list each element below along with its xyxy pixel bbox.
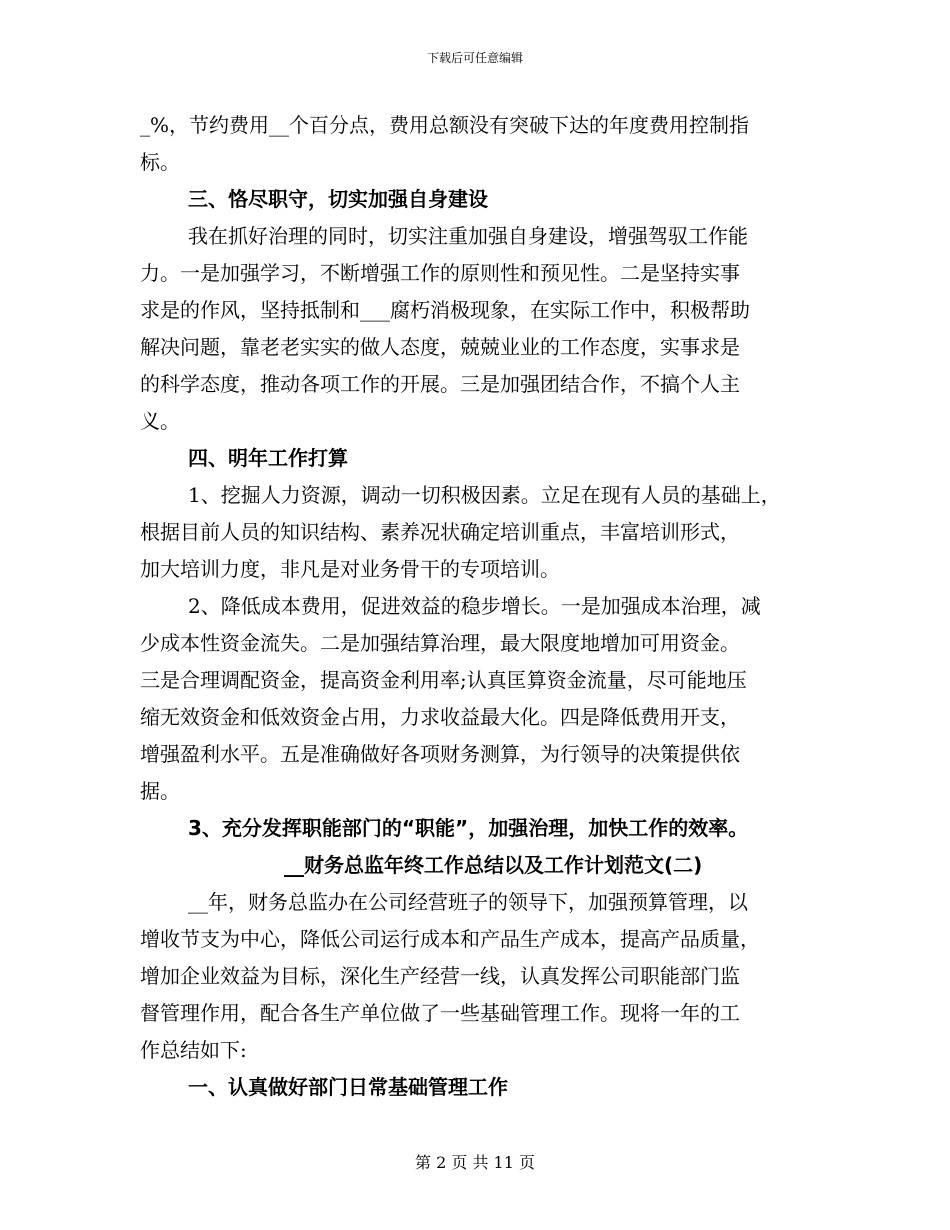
body-line: 增加企业效益为目标，深化生产经营一线，认真发挥公司职能部门监 [140, 964, 740, 988]
page-footer: 第 2 页 共 11 页 [415, 1153, 535, 1172]
body-line: _%，节约费用__个百分点，费用总额没有突破下达的年度费用控制指 [140, 113, 750, 137]
body-line: 增收节支为中心，降低公司运行成本和产品生产成本，提高产品质量， [140, 927, 760, 951]
body-line: 加大培训力度，非凡是对业务骨干的专项培训。 [140, 557, 560, 581]
body-line: 三是合理调配资金，提高资金利用率;认真匡算资金流量，尽可能地压 [140, 668, 747, 692]
document-title: __财务总监年终工作总结以及工作计划范文(二) [284, 853, 703, 877]
body-line: 少成本性资金流失。二是加强结算治理，最大限度地增加可用资金。 [140, 631, 740, 655]
body-line: 作总结如下: [140, 1038, 247, 1062]
section-heading: 三、恪尽职守，切实加强自身建设 [188, 187, 488, 211]
body-line: 根据目前人员的知识结构、素养况状确定培训重点，丰富培训形式， [140, 520, 740, 544]
body-line: 义。 [140, 409, 180, 433]
section-heading: 一、认真做好部门日常基础管理工作 [188, 1075, 508, 1099]
body-line: 我在抓好治理的同时，切实注重加强自身建设，增强驾驭工作能 [188, 224, 748, 248]
body-line: 解决问题，靠老老实实的做人态度，兢兢业业的工作态度，实事求是 [140, 335, 740, 359]
body-line: 督管理作用，配合各生产单位做了一些基础管理工作。现将一年的工 [140, 1001, 740, 1025]
body-line: 力。一是加强学习，不断增强工作的原则性和预见性。二是坚持实事 [140, 261, 740, 285]
body-line: 增强盈利水平。五是准确做好各项财务测算，为行领导的决策提供依 [140, 742, 740, 766]
section-heading: 3、充分发挥职能部门的“职能”，加强治理，加快工作的效率。 [188, 816, 749, 840]
body-line: 的科学态度，推动各项工作的开展。三是加强团结合作，不搞个人主 [140, 372, 740, 396]
body-line: 缩无效资金和低效资金占用，力求收益最大化。四是降低费用开支， [140, 705, 740, 729]
body-line: 据。 [140, 779, 180, 803]
body-line: 2、降低成本费用，促进效益的稳步增长。一是加强成本治理，减 [188, 594, 761, 618]
body-line: 标。 [140, 150, 180, 174]
page-header: 下载后可任意编辑 [426, 51, 523, 65]
body-line: 1、挖掘人力资源，调动一切积极因素。立足在现有人员的基础上， [188, 483, 781, 507]
body-line: 求是的作风，坚持抵制和___腐朽消极现象，在实际工作中，积极帮助 [140, 298, 750, 322]
section-heading: 四、明年工作打算 [188, 446, 348, 470]
body-line: __年，财务总监办在公司经营班子的领导下，加强预算管理，以 [188, 890, 748, 914]
